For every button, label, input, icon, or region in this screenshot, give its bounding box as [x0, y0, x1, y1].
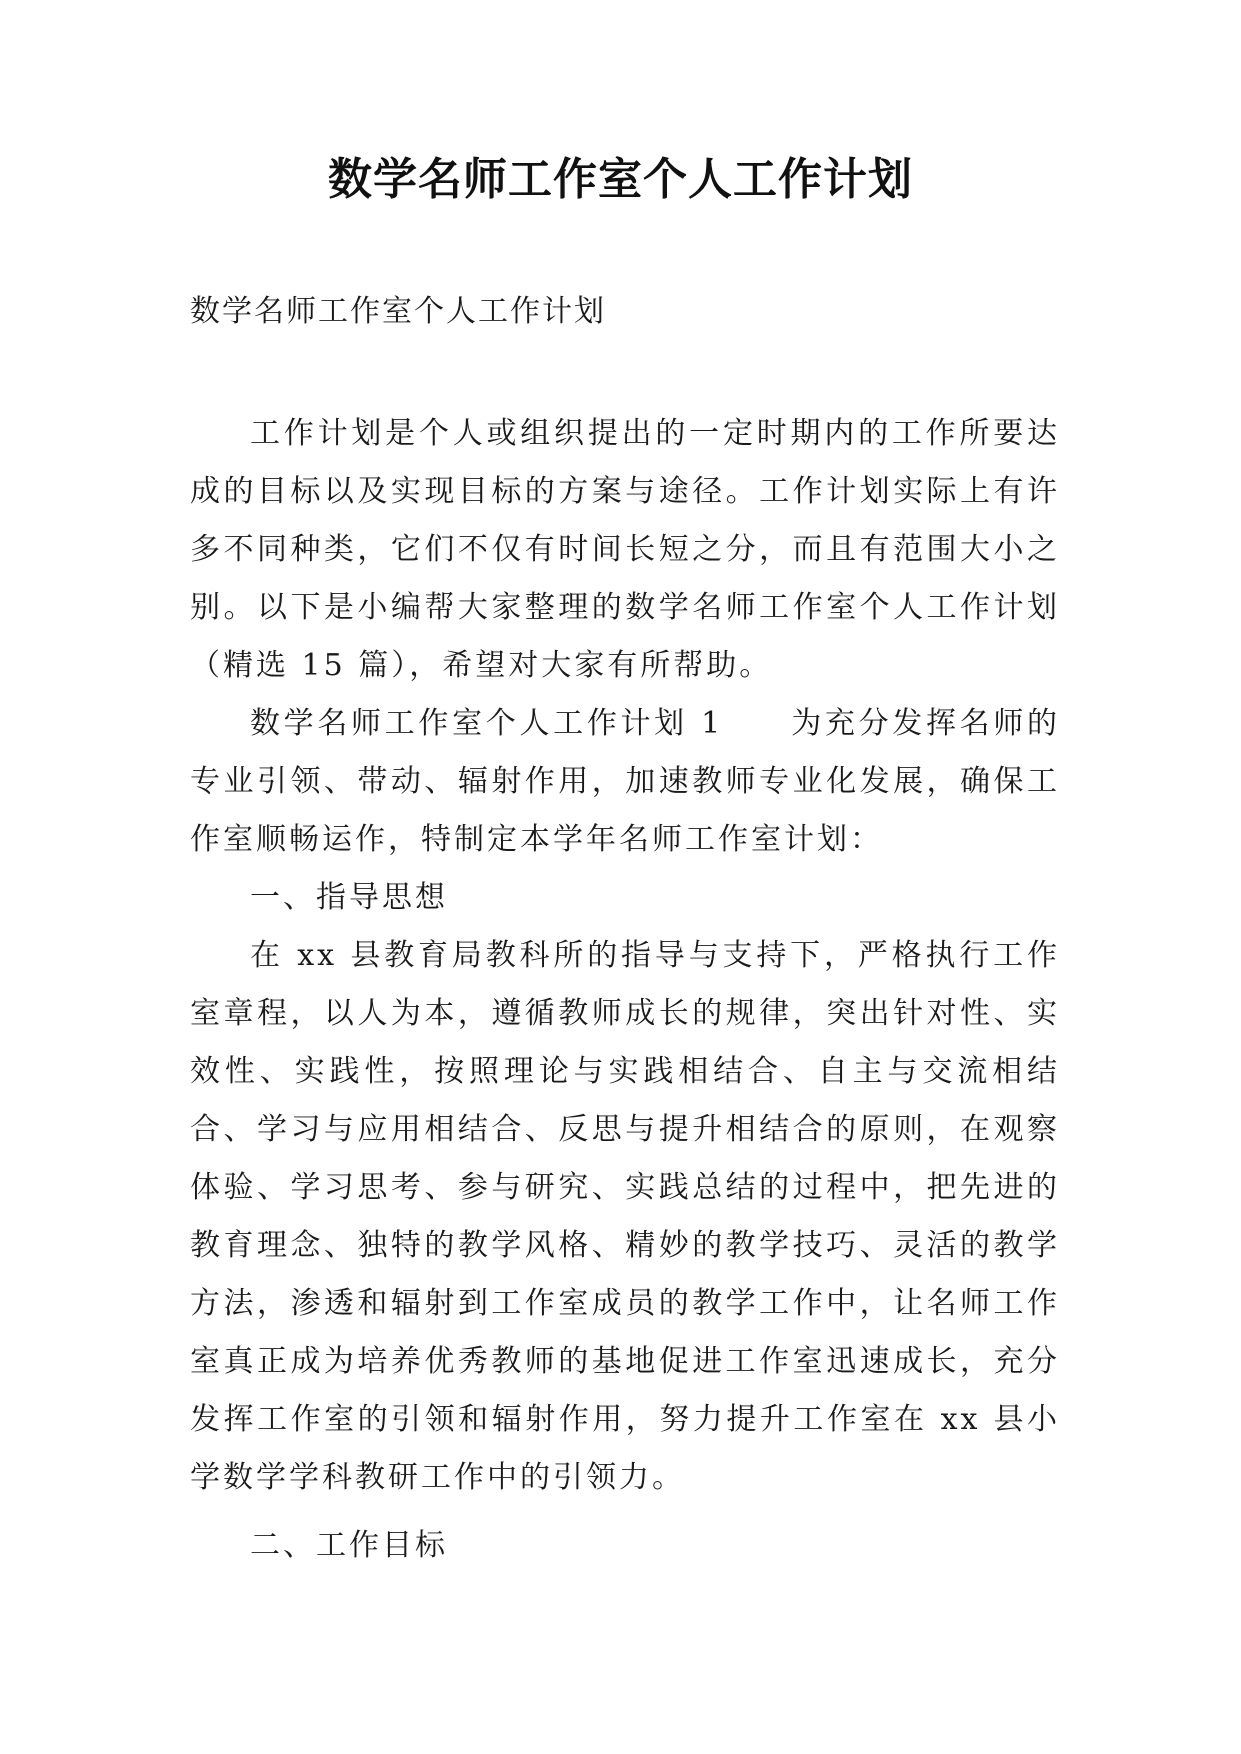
- section-heading-guiding-thought: 一、指导思想: [250, 880, 448, 915]
- paragraph-plan-1: 数学名师工作室个人工作计划 1 为充分发挥名师的专业引领、带动、辐射作用，加速教师专业化发展，确保工作室顺畅运作，特制定本学年名师工作室计划：: [190, 706, 1060, 857]
- page-title: 数学名师工作室个人工作计划: [328, 154, 913, 205]
- paragraph-guiding-thought: 在 xx 县教育局教科所的指导与支持下，严格执行工作室章程，以人为本，遵循教师成长的规律，突出针对性、实效性、实践性，按照理论与实践相结合、自主与交流相结合、学习与应用相结合、反思与提升相结合的原则，在观察体验、学习思考、参与研究、实践总结的过程中，把先进的教育理念、独特的教学风格、精妙的教学技巧、灵活的教学方法，渗透和辐射到工作室成员的教学工作中，让名师工作室真正成为培养优秀教师的基地促进工作室迅速成长，充分发挥工作室的引领和辐射作用，努力提升工作室在 xx 县小学数学学科教研工作中的引领力。: [190, 938, 1060, 1495]
- document-subtitle: 数学名师工作室个人工作计划: [190, 294, 606, 329]
- document-body: [190, 405, 1060, 1575]
- section-heading-work-goals: 二、工作目标: [250, 1528, 448, 1563]
- paragraph-intro: 工作计划是个人或组织提出的一定时期内的工作所要达成的目标以及实现目标的方案与途径。工作计划实际上有许多不同种类，它们不仅有时间长短之分，而且有范围大小之别。以下是小编帮大家整理的数学名师工作室个人工作计划（精选 15 篇），希望对大家有所帮助。: [190, 416, 1060, 683]
